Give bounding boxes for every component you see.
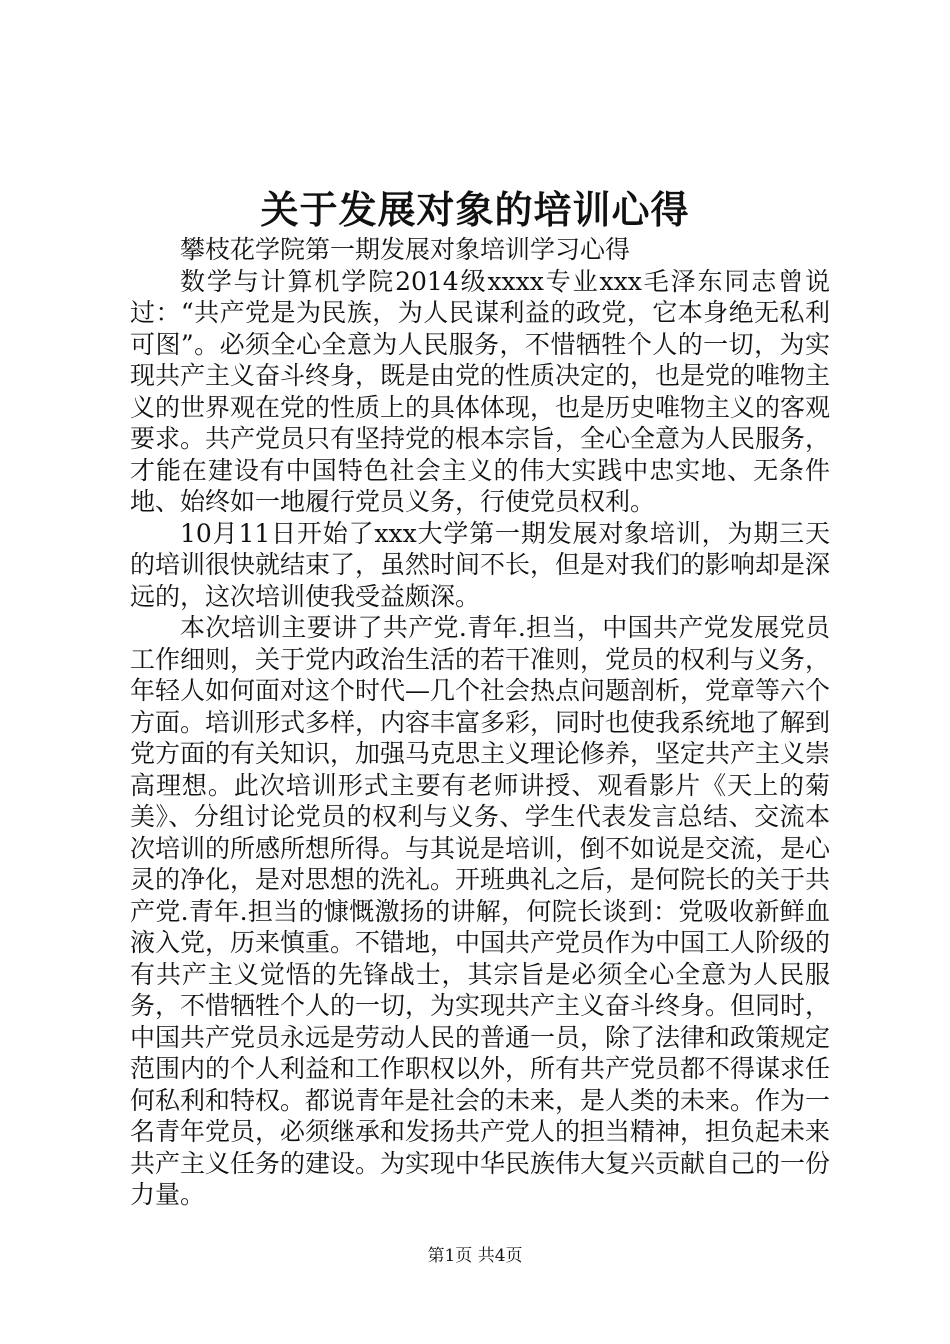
page-number-footer: 第1页 共4页 [427, 1246, 523, 1266]
document-title: 关于发展对象的培训心得 [260, 187, 690, 232]
paragraph-2: 10月11日开始了xxx大学第一期发展对象培训，为期三天的培训很快就结束了，虽然时间不长，但是对我们的影响却是深远的，这次培训使我受益颇深。 [130, 518, 831, 611]
paragraph-subtitle: 攀枝花学院第一期发展对象培训学习心得 [180, 235, 631, 264]
paragraph-3: 本次培训主要讲了共产党.青年.担当，中国共产党发展党员工作细则，关于党内政治生活的若干准则，党员的权利与义务，年轻人如何面对这个时代—几个社会热点问题剖析，党章等六个方面。培训形式多样，内容丰富多彩，同时也使我系统地了解到党方面的有关知识，加强马克思主义理论修养，坚定共产主义崇高理想。此次培训形式主要有老师讲授、观看影片《天上的菊美》、分组讨论党员的权利与义务、学生代表发言总结、交流本次培训的所感所想所得。与其说是培训，倒不如说是交流，是心灵的净化，是对思想的洗礼。开班典礼之后，是何院长的关于共产党.青年.担当的慷慨激扬的讲解，何院长谈到：党吸收新鲜血液入党，历来慎重。不错地，中国共产党员作为中国工人阶级的有共产主义觉悟的先锋战士，其宗旨是必须全心全意为人民服务，不惜牺牲个人的一切，为实现共产主义奋斗终身。但同时，中国共产党员永远是劳动人民的普通一员，除了法律和政策规定范围内的个人利益和工作职权以外，所有共产党员都不得谋求任何私利和特权。都说青年是社会的未来，是人类的未来。作为一名青年党员，必须继承和发扬共产党人的担当精神，担负起未来共产主义任务的建设。为实现中华民族伟大复兴贡献自己的一份力量。 [130, 613, 831, 1209]
paragraph-1: 数学与计算机学院2014级xxxx专业xxx毛泽东同志曾说过：“共产党是为民族，为人民谋利益的政党，它本身绝无私利可图”。必须全心全意为人民服务，不惜牺牲个人的一切，为实现共产主义奋斗终身，既是由党的性质决定的，也是党的唯物主义的世界观在党的性质上的具体体现，也是历史唯物主义的客观要求。共产党员只有坚持党的根本宗旨，全心全意为人民服务，才能在建设有中国特色社会主义的伟大实践中忠实地、无条件地、始终如一地履行党员义务，行使党员权利。 [130, 266, 831, 516]
document-body [130, 234, 830, 1211]
